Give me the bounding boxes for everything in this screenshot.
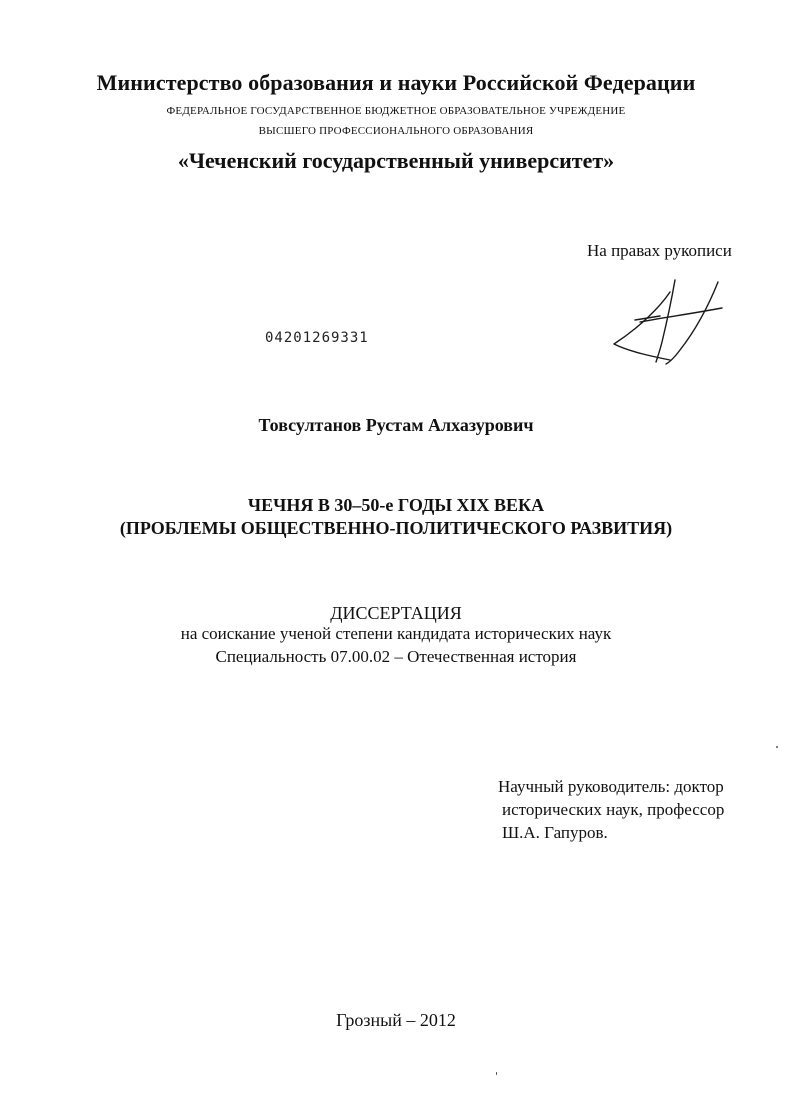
signature-image xyxy=(600,272,730,372)
author-name: Товсултанов Рустам Алхазурович xyxy=(258,415,534,435)
dissertation-title-line-1: ЧЕЧНЯ В 30–50-е ГОДЫ XIX ВЕКА xyxy=(247,495,545,515)
scan-speck xyxy=(776,746,778,748)
institution-type-line-2: ВЫСШЕГО ПРОФЕССИОНАЛЬНОГО ОБРАЗОВАНИЯ xyxy=(258,125,534,137)
supervisor-line-3: Ш.А. Гапуров. xyxy=(502,823,608,842)
ministry-heading: Министерство образования и науки Российской Федерации xyxy=(96,70,696,95)
catalog-number: 04201269331 xyxy=(265,330,369,346)
degree-line: на соискание ученой степени кандидата исторических наук xyxy=(180,624,612,643)
dissertation-title-line-2: (ПРОБЛЕМЫ ОБЩЕСТВЕННО-ПОЛИТИЧЕСКОГО РАЗВИТИЯ) xyxy=(119,518,673,538)
institution-type-line-1: ФЕДЕРАЛЬНОЕ ГОСУДАРСТВЕННОЕ БЮДЖЕТНОЕ ОБРАЗОВАТЕЛЬНОЕ УЧРЕЖДЕНИЕ xyxy=(166,105,626,117)
university-name: «Чеченский государственный университет» xyxy=(177,148,615,173)
supervisor-line-2: исторических наук, профессор xyxy=(502,800,725,819)
city-year: Грозный – 2012 xyxy=(336,1010,456,1030)
supervisor-line-1: Научный руководитель: доктор xyxy=(498,777,724,796)
scan-speck xyxy=(496,1072,497,1075)
document-type: ДИССЕРТАЦИЯ xyxy=(330,603,462,623)
supervisor-block xyxy=(498,775,724,844)
manuscript-note: На правах рукописи xyxy=(587,241,732,260)
specialty-line: Специальность 07.00.02 – Отечественная история xyxy=(215,647,577,666)
